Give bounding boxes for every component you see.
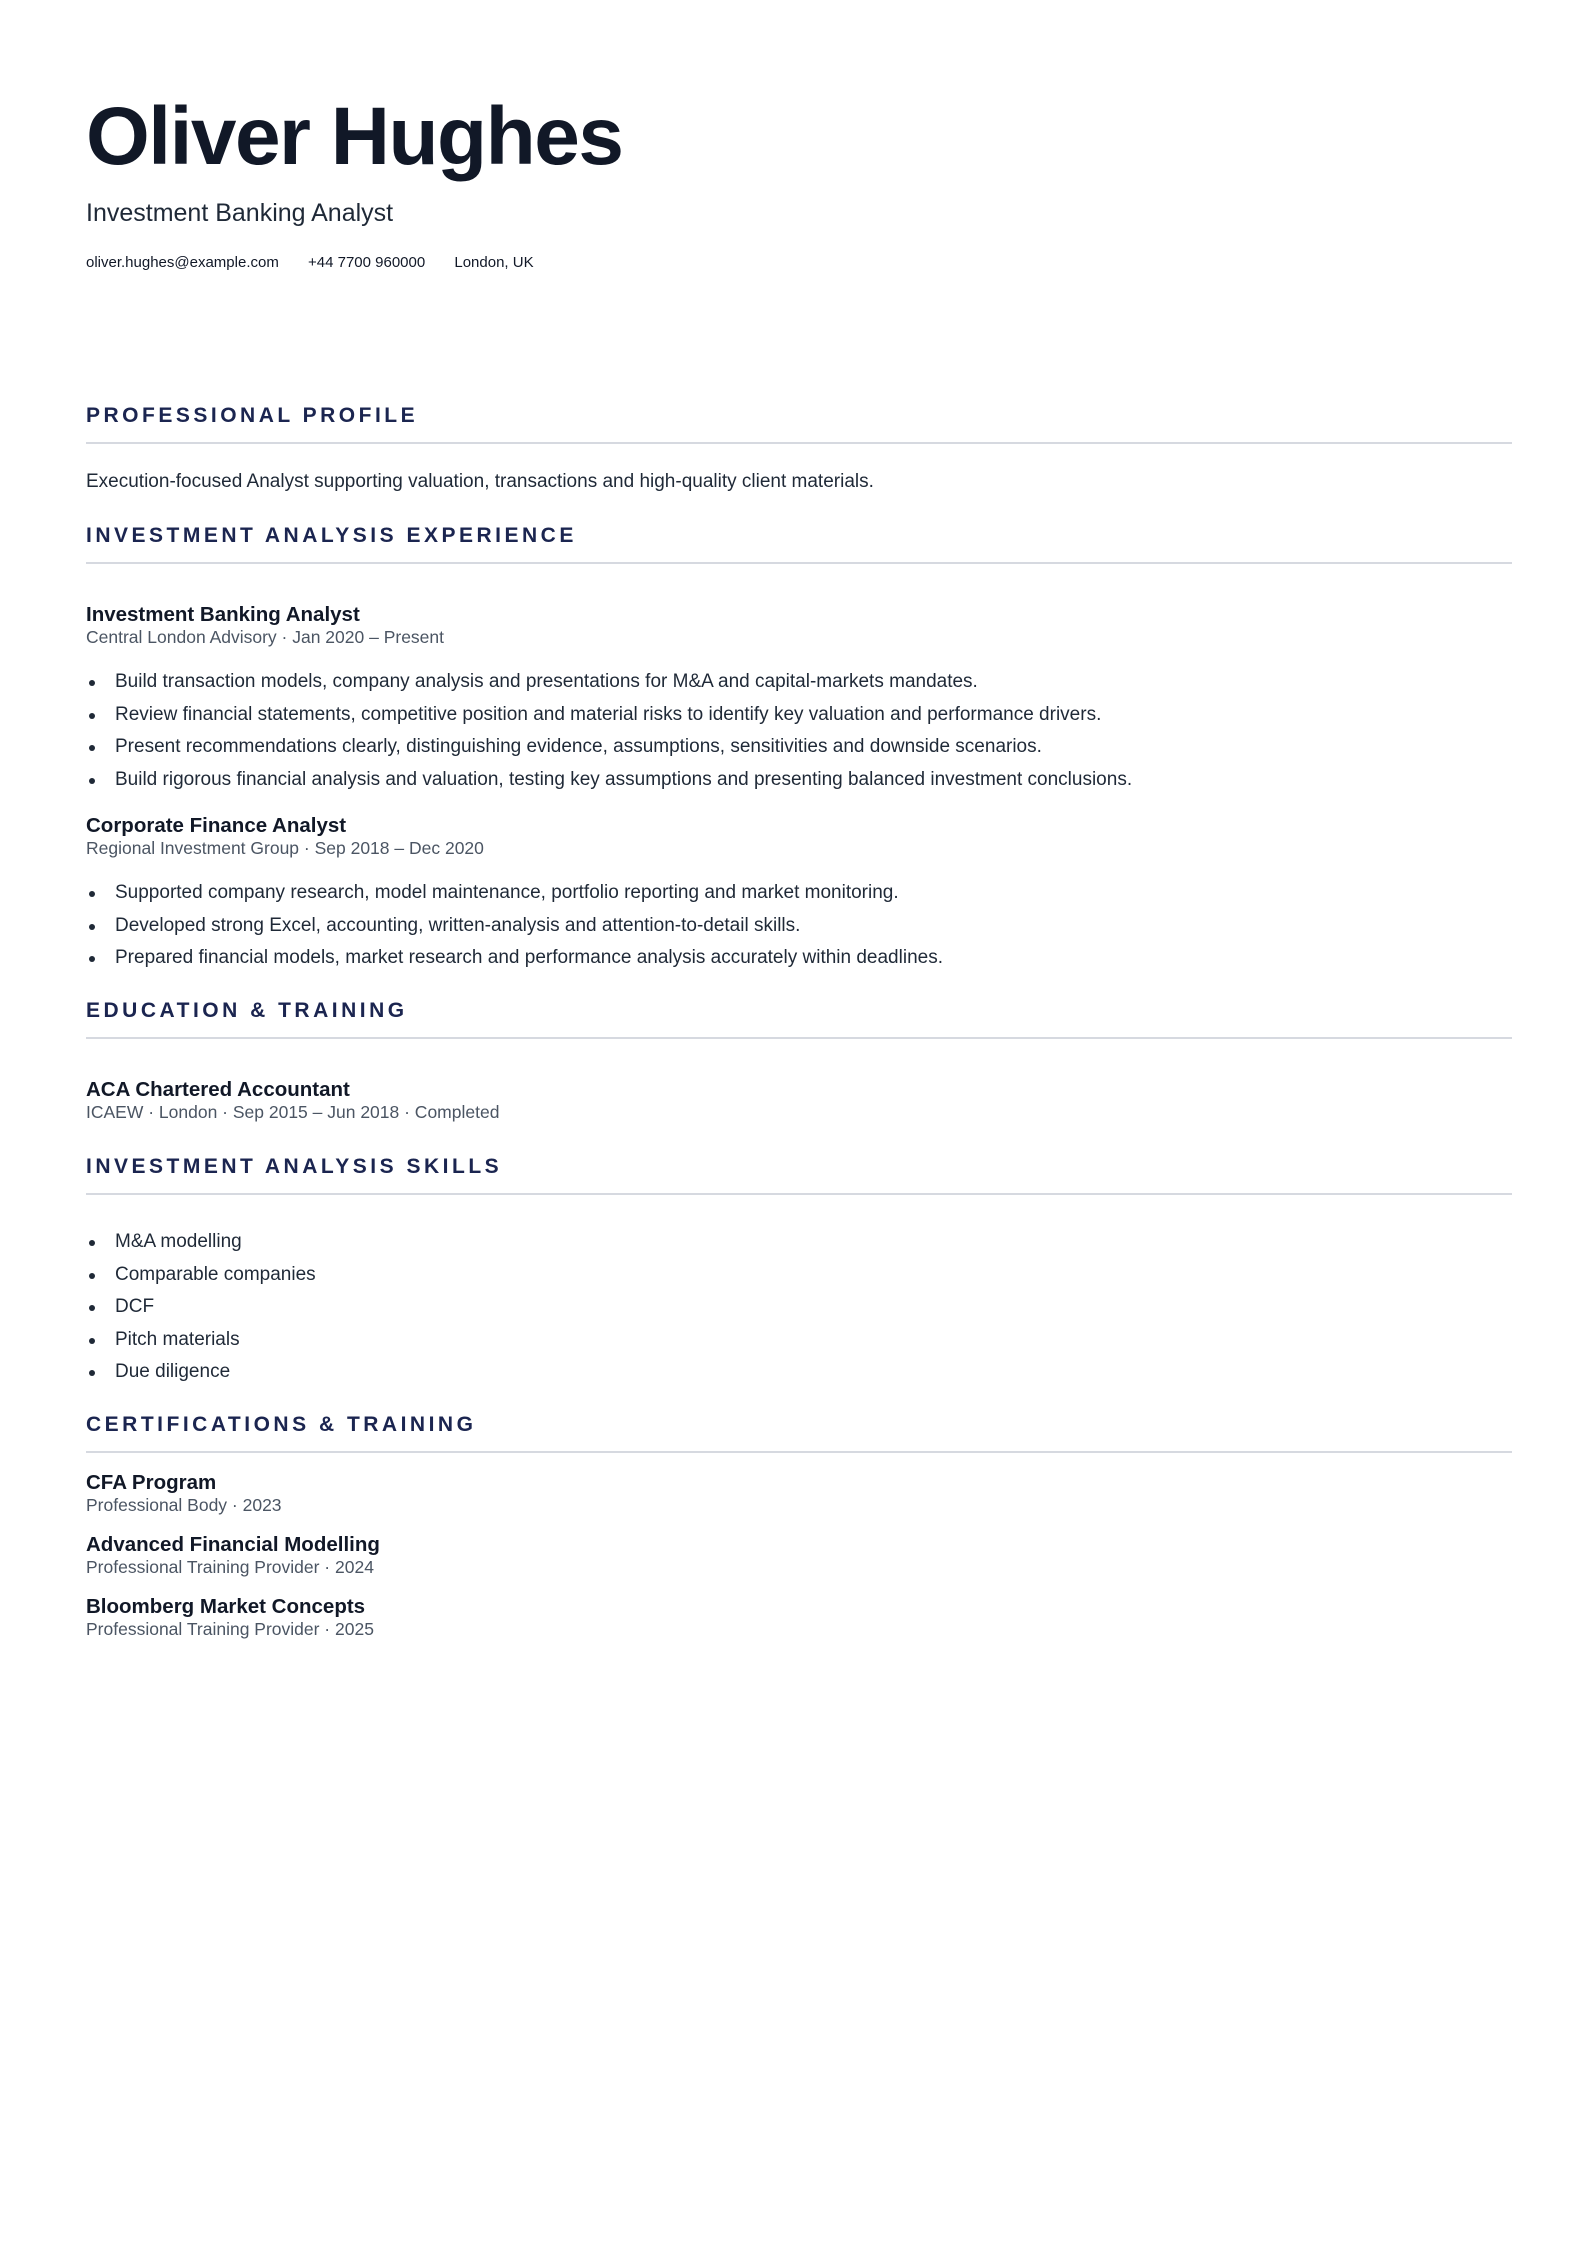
list-item: Pitch materials bbox=[86, 1324, 1512, 1357]
job-entry bbox=[86, 814, 484, 859]
list-item: Supported company research, model maintenance, portfolio reporting and market monitoring. bbox=[86, 877, 1512, 910]
section-profile bbox=[86, 403, 1512, 444]
list-item: Prepared financial models, market research and performance analysis accurately within deadlines. bbox=[86, 942, 1512, 975]
section-skills bbox=[86, 1154, 1512, 1195]
certification-entry bbox=[86, 1595, 374, 1640]
candidate-headline: Investment Banking Analyst bbox=[86, 199, 394, 227]
section-divider bbox=[86, 562, 1512, 564]
certification-meta: Professional Training Provider · 2025 bbox=[86, 1618, 374, 1639]
job-entry bbox=[86, 603, 444, 648]
contact-line bbox=[86, 254, 559, 271]
list-item: Build rigorous financial analysis and valuation, testing key assumptions and presenting balanced investment conclusions. bbox=[86, 764, 1512, 797]
certification-entry bbox=[86, 1471, 282, 1516]
skills-list bbox=[86, 1226, 1512, 1389]
section-title-certifications: CERTIFICATIONS & TRAINING bbox=[86, 1413, 477, 1436]
list-item: Build transaction models, company analysis and presentations for M&A and capital-markets mandates. bbox=[86, 666, 1512, 699]
certification-name: CFA Program bbox=[86, 1471, 217, 1494]
contact-email: oliver.hughes@example.com bbox=[86, 254, 279, 271]
education-entry bbox=[86, 1078, 499, 1123]
education-meta: ICAEW · London · Sep 2015 – Jun 2018 · Completed bbox=[86, 1101, 500, 1122]
list-item: M&A modelling bbox=[86, 1226, 1512, 1259]
list-item: DCF bbox=[86, 1291, 1512, 1324]
job-meta: Regional Investment Group · Sep 2018 – Dec 2020 bbox=[86, 837, 484, 858]
profile-summary: Execution-focused Analyst supporting valuation, transactions and high-quality client materials. bbox=[86, 471, 874, 492]
contact-phone: +44 7700 960000 bbox=[308, 254, 426, 271]
certification-entry bbox=[86, 1533, 380, 1578]
list-item: Review financial statements, competitive position and material risks to identify key valuation and performance drivers. bbox=[86, 699, 1512, 732]
job-role: Investment Banking Analyst bbox=[86, 603, 360, 626]
section-divider bbox=[86, 1193, 1512, 1195]
section-divider bbox=[86, 1037, 1512, 1039]
section-title-profile: PROFESSIONAL PROFILE bbox=[86, 404, 419, 427]
certification-meta: Professional Body · 2023 bbox=[86, 1494, 282, 1515]
list-item: Comparable companies bbox=[86, 1259, 1512, 1292]
job-meta: Central London Advisory · Jan 2020 – Present bbox=[86, 626, 444, 647]
education-name: ACA Chartered Accountant bbox=[86, 1078, 350, 1101]
section-title-education: EDUCATION & TRAINING bbox=[86, 999, 408, 1022]
list-item: Developed strong Excel, accounting, written-analysis and attention-to-detail skills. bbox=[86, 910, 1512, 943]
section-title-skills: INVESTMENT ANALYSIS SKILLS bbox=[86, 1155, 503, 1178]
section-certifications bbox=[86, 1412, 1512, 1453]
list-item: Due diligence bbox=[86, 1356, 1512, 1389]
list-item: Present recommendations clearly, distinguishing evidence, assumptions, sensitivities and downside scenarios. bbox=[86, 731, 1512, 764]
job-bullets bbox=[86, 877, 1512, 975]
contact-location: London, UK bbox=[454, 254, 534, 271]
section-divider bbox=[86, 1451, 1512, 1453]
certification-name: Advanced Financial Modelling bbox=[86, 1533, 380, 1556]
section-title-experience: INVESTMENT ANALYSIS EXPERIENCE bbox=[86, 524, 577, 547]
section-divider bbox=[86, 442, 1512, 444]
job-role: Corporate Finance Analyst bbox=[86, 814, 347, 837]
certification-name: Bloomberg Market Concepts bbox=[86, 1595, 366, 1618]
section-education bbox=[86, 998, 1512, 1039]
certification-meta: Professional Training Provider · 2024 bbox=[86, 1556, 374, 1577]
candidate-name: Oliver Hughes bbox=[86, 91, 623, 182]
job-bullets bbox=[86, 666, 1512, 796]
section-experience bbox=[86, 523, 1512, 564]
